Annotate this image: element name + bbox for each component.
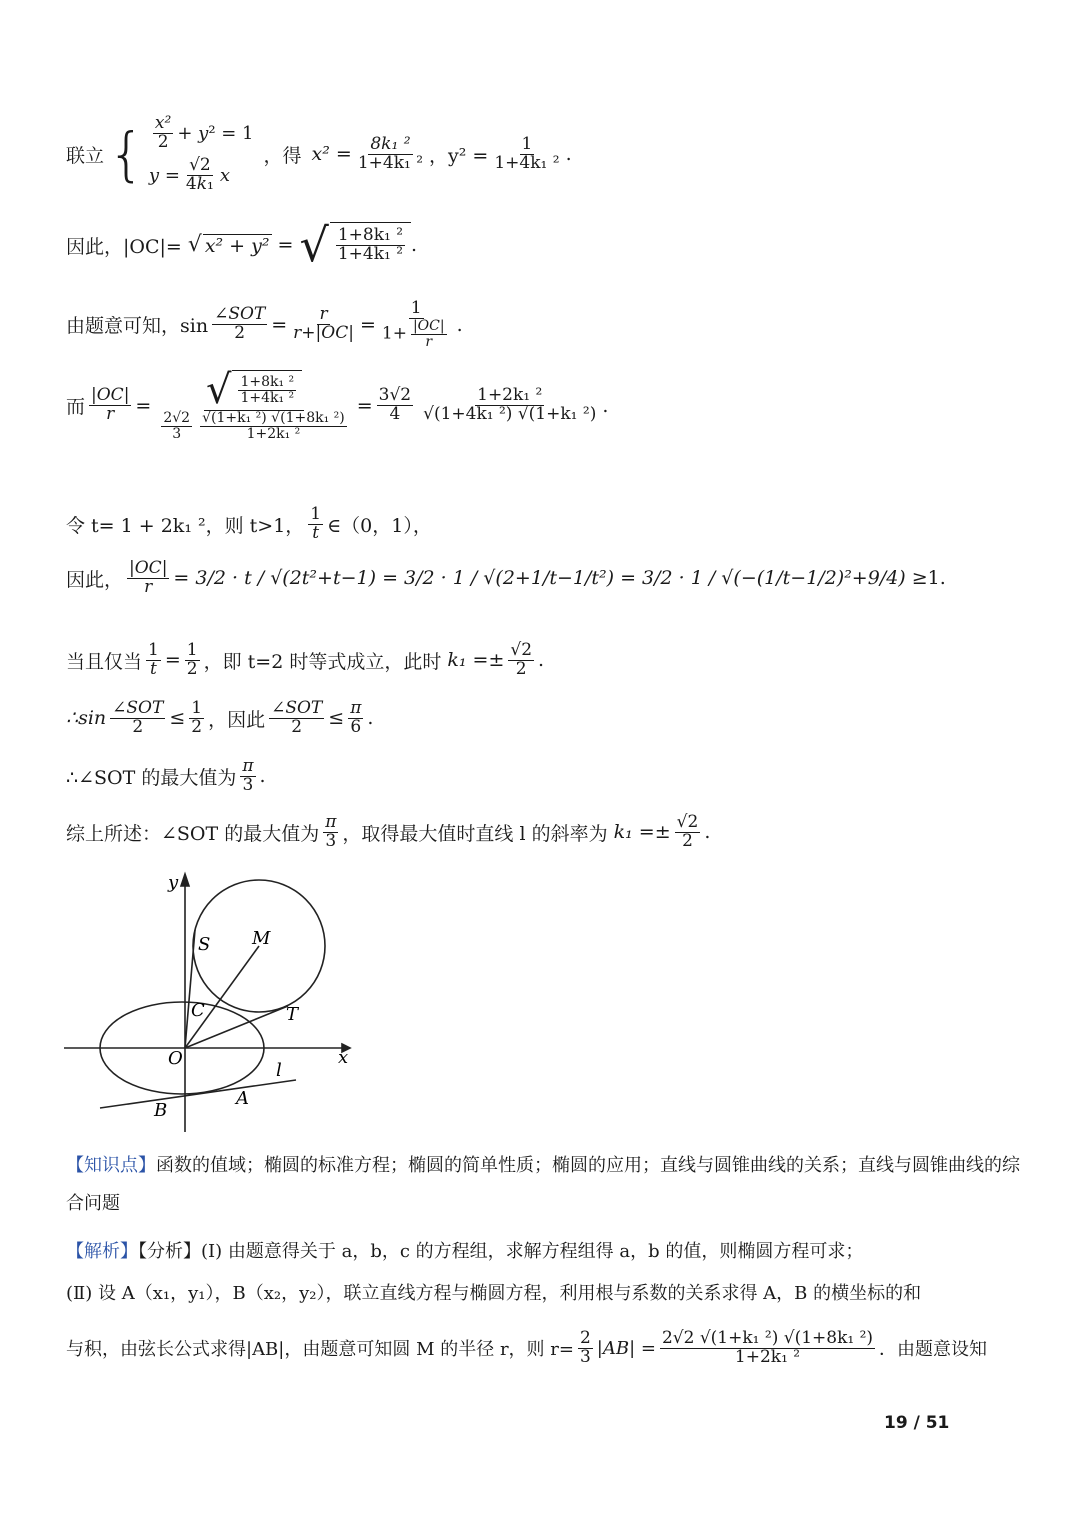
result-word: ，得 [263, 144, 302, 167]
label-c: C [191, 1000, 205, 1021]
oc-over-r-line: 而 $\frac{|OC|}{r}$ = √ $\frac{\text{1+8k₁ ²}}{\text{1+4k₁ ²}}$ $\frac{2√2}{3}$ $\frac{\text{√(1+k₁ ²) √(1+8k₁ ²)}}{\text{1+2k₁ ²}}$ = $\frac{3√2}{4}$ $\frac{\text{1+2k₁ ²}}{\text{√(1+4k₁ ²) √(1+k₁ ²)}}$ . [66, 367, 609, 442]
er-prefix: 而 [66, 396, 86, 419]
conclusion-line: 综上所述：∠SOT 的最大值为 $\frac{\pi}{3}$ ，取得最大值时直线 l 的斜率为 k₁ =± $\frac{√2}{2}$ . [66, 812, 711, 851]
analysis-sub-tag: 【分析】 [138, 1241, 201, 1262]
big-fraction: √ $\frac{\text{1+8k₁ ²}}{\text{1+4k₁ ²}}$ $\frac{2√2}{3}$ $\frac{\text{√(1+k₁ ²) √(1+8k₁ ²)}}{\text{1+2k₁ ²}}$ [163, 367, 345, 442]
label-a: A [236, 1088, 249, 1109]
equation-system [149, 112, 254, 196]
oc-prefix: 因此，|OC|= [66, 235, 182, 258]
knowledge-text: 函数的值域；椭圆的标准方程；椭圆的简单性质；椭圆的应用；直线与圆锥曲线的关系；直线与圆锥曲线的综合问题 [66, 1155, 1020, 1214]
system-eq-1: $\frac{\text{x²}}{2}$ + y² = 1 [154, 112, 254, 152]
equation-system-line: 联立 { $\frac{\text{x²}}{2}$ + y² = 1 y = $\frac{√2}{\text{4k₁}}$ x ，得 x² = $\frac{\text{8k₁ ²}}{\text{1+4k₁ ²}}$ ，y² = $\frac{1}{\text{1+4k₁ ²}}$ . [66, 112, 572, 196]
y2-label: ，y² = [429, 144, 489, 167]
knowledge-tag: 【知识点】 [66, 1155, 156, 1176]
inequality-line: 因此， $\frac{|OC|}{r}$ = 3/2 · t / √(2t²+t−1) = 3/2 · 1 / √(2+1/t−1/t²) = 3/2 · 1 / √(−(1/t−1/2)²+9/4) ≥1. [66, 558, 946, 597]
label-l: l [276, 1060, 282, 1081]
substitution-line: 令 t= 1 + 2k₁ ²，则 t>1， $\frac{1}{t}$ ∈（0，1）， [66, 504, 432, 543]
label-lianli: 联立 [66, 144, 105, 167]
label-m: M [252, 928, 271, 949]
analysis-paragraph: 【解析】【分析】(Ⅰ) 由题意得关于 a，b，c 的方程组，求解方程组得 a，b 的值，则椭圆方程可求； [66, 1241, 864, 1262]
analysis-tag: 【解析】 [66, 1241, 138, 1262]
max-angle-line: ∴∠SOT 的最大值为 $\frac{\pi}{3}$ . [66, 756, 266, 795]
sin-prefix: 由题意可知，sin [66, 315, 209, 338]
x2-label: x² = [311, 143, 352, 165]
knowledge-paragraph [66, 1147, 1026, 1223]
geometry-figure [60, 868, 360, 1138]
label-y: y [168, 872, 179, 893]
label-o: O [168, 1048, 183, 1069]
analysis-paragraph-3: 与积，由弦长公式求得|AB|，由题意可知圆 M 的半径 r，则 r= $\frac{2}{3}$ |AB| = $\frac{\text{2√2 √(1+k₁ ²) √(1+8k₁ ²)}}{\text{1+2k₁ ²}}$ ．由题意设知 [66, 1328, 988, 1367]
analysis-paragraph-2: (Ⅱ) 设 A（x₁，y₁），B（x₂，y₂），联立直线方程与椭圆方程，利用根与系数的关系求得 A，B 的横坐标的和 [66, 1283, 922, 1304]
tangent-os [185, 930, 195, 1048]
x2-fraction: $\frac{\text{8k₁ ²}}{\text{1+4k₁ ²}}$ [357, 133, 424, 173]
oc-length-line: 因此，|OC|= √ x² + y² = √ $\frac{\text{1+8k₁ ²}}{\text{1+4k₁ ²}}$ . [66, 218, 418, 272]
label-x: x [338, 1047, 349, 1068]
page-number: 19 / 51 [884, 1413, 950, 1433]
equality-condition-line: 当且仅当 $\frac{1}{t}$ = $\frac{1}{2}$ ，即 t=2 时等式成立，此时 k₁ =± $\frac{√2}{2}$ . [66, 640, 545, 679]
label-s: S [198, 934, 211, 955]
system-eq-2: y = $\frac{√2}{\text{4k₁}}$ x [148, 154, 231, 194]
therefore-sin-line: ∴sin $\frac{\text{∠SOT}}{2}$ ≤ $\frac{1}{2}$ ，因此 $\frac{\text{∠SOT}}{2}$ ≤ $\frac{\pi}{6}$ . [66, 698, 374, 737]
label-b: B [154, 1100, 168, 1121]
label-t: T [286, 1004, 299, 1025]
sqrt-xy: √ x² + y² [187, 231, 270, 257]
brace-symbol: { [108, 120, 145, 188]
y-axis-arrow [181, 874, 189, 886]
sqrt-oc-fraction: √ $\frac{\text{1+8k₁ ²}}{\text{1+4k₁ ²}}$ [300, 222, 412, 268]
y2-fraction: $\frac{1}{\text{1+4k₁ ²}}$ [494, 133, 560, 173]
sin-half-angle-line: 由题意可知，sin $\frac{\text{∠SOT}}{2}$ = $\frac{r}{r+|OC|}$ = 1 1+ $\frac{|OC|}{r}$ . [66, 298, 463, 350]
